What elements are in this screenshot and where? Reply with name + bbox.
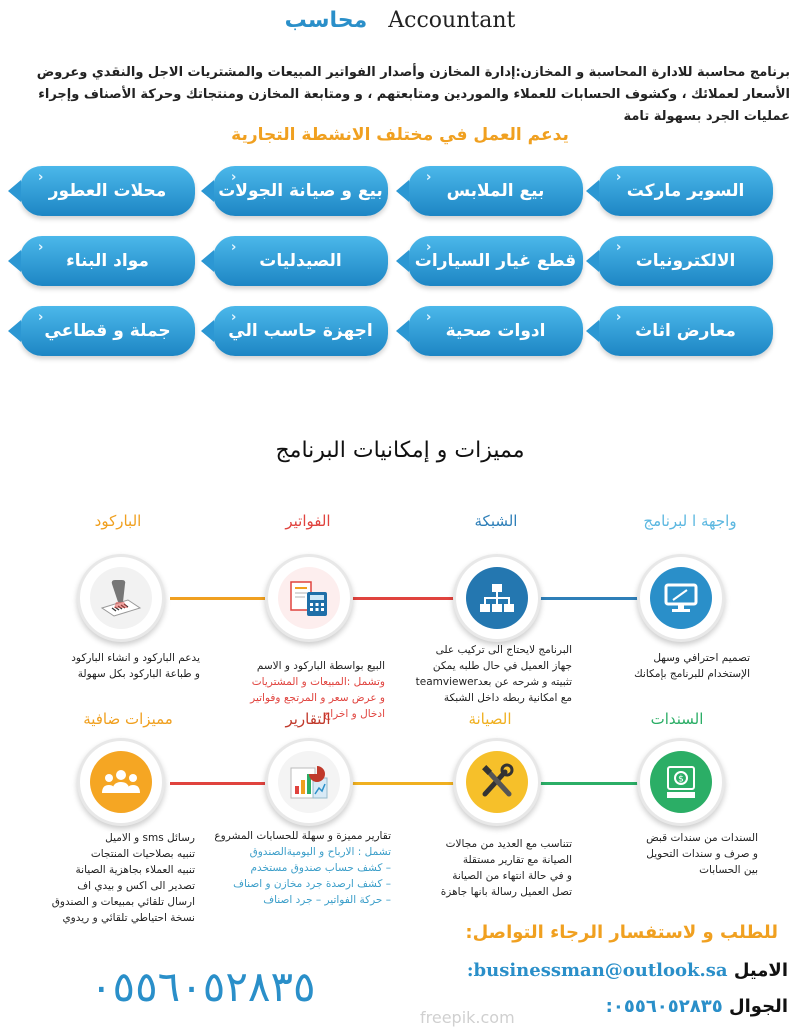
chevron-icon: ‹: [38, 170, 44, 185]
feature-title-extras: مميزات ضافية: [83, 710, 173, 728]
activity-tag: ‹ بيع و صيانة الجولات: [213, 166, 388, 216]
feature-circle: [265, 554, 353, 642]
feature-circle: [453, 554, 541, 642]
invoice-calculator-icon: [278, 567, 340, 629]
activity-tag: ‹ ادوات صحية: [408, 306, 583, 356]
feature-circle: [453, 738, 541, 826]
feature-desc: تتناسب مع العديد من مجالات الصيانة مع تقارير مستقلة و في حالة انتهاء من الصيانة تصل العميل رسالة بانها جاهزة: [440, 838, 572, 898]
chevron-icon: ‹: [231, 170, 237, 185]
email-link[interactable]: businessman@outlook.sa:: [466, 960, 728, 981]
feature-title-vouchers: السندات: [650, 710, 704, 728]
feature-desc: يدعم الباركود و انشاء الباركود و طباعة الباركود بكل سهولة: [71, 652, 200, 680]
chevron-icon: ‹: [426, 240, 432, 255]
barcode-scanner-icon: [90, 567, 152, 629]
chevron-icon: ‹: [38, 240, 44, 255]
connector-line: [350, 597, 455, 600]
connector-line: [540, 782, 640, 785]
activity-tag: ‹ الالكترونيات: [598, 236, 773, 286]
chevron-icon: ‹: [426, 310, 432, 325]
chevron-icon: ‹: [231, 240, 237, 255]
activity-tag: ‹ الصيدليات: [213, 236, 388, 286]
feature-desc: السندات من سندات قبض و صرف و سندات التحويل بين الحسابات: [646, 832, 758, 876]
activity-tag: ‹ بيع الملابس: [408, 166, 583, 216]
activity-tag: ‹ محلات العطور: [20, 166, 195, 216]
mobile-number[interactable]: ٠٥٥٦٠٥٢٨٣٥:: [605, 996, 723, 1017]
feature-title-invoices: الفواتير: [285, 512, 331, 530]
users-group-icon: [90, 751, 152, 813]
bill-pay-icon: [650, 751, 712, 813]
feature-desc: تقارير مميزة و سهلة للحسابات المشروع تشمل : الارباح و اليوميةالصندوق – كشف حساب صندوق مستخدم – كشف ارصدة جرد مخازن و اصناف – حركة الفواتير – جرد اصناف: [214, 830, 391, 906]
connector-line: [170, 782, 265, 785]
watermark: freepik.com: [420, 1008, 515, 1027]
maintenance-tools-icon: [466, 751, 528, 813]
features-title: مميزات و إمكانيات البرنامج: [275, 438, 525, 463]
activity-tag: ‹ مواد البناء: [20, 236, 195, 286]
title-english: Accountant: [388, 8, 516, 33]
feature-circle: [637, 554, 725, 642]
page-title: [0, 8, 800, 33]
chevron-icon: ‹: [616, 240, 622, 255]
connector-line: [170, 597, 265, 600]
svg-text:$: $: [678, 774, 684, 785]
connector-line: [540, 597, 640, 600]
feature-title-ui: واجهة ا لبرنامج: [643, 512, 737, 530]
intro-paragraph: برنامج محاسبة للادارة المحاسبة و المخازن:إدارة المخازن وأصدار الفواتير المبيعات والمشتريات الاجل والنقدي وعروض الأسعار لعملائك ، وكشوف الحسابات للعملاء والموردين ومتابعتهم ، و ومتابعة المخازن ومنتجاتك وحركة الأصناف وإجراء عمليات الجرد بسهولة تامة: [36, 65, 790, 124]
activity-tag: ‹ جملة و قطاعي: [20, 306, 195, 356]
activity-tag: ‹ السوبر ماركت: [598, 166, 773, 216]
contact-title: للطلب و لاستفسار الرجاء التواصل:: [465, 922, 778, 943]
feature-title-network: الشبكة: [474, 512, 518, 530]
mobile-label: الجوال: [729, 996, 788, 1017]
activity-tag: ‹ قطع غيار السيارات: [408, 236, 583, 286]
activity-tag: ‹ اجهزة حاسب الي: [213, 306, 388, 356]
mobile-row: [606, 996, 788, 1017]
feature-title-barcode: الباركود: [94, 512, 142, 530]
chevron-icon: ‹: [616, 170, 622, 185]
big-phone-number[interactable]: ٠٥٥٦٠٥٢٨٣٥: [90, 962, 316, 1011]
feature-circle: [77, 554, 165, 642]
reports-chart-icon: [278, 751, 340, 813]
network-icon: [466, 567, 528, 629]
activity-tag: ‹ معارض اثاث: [598, 306, 773, 356]
chevron-icon: ‹: [231, 310, 237, 325]
chevron-icon: ‹: [38, 310, 44, 325]
feature-desc: البيع بواسطة الباركود و الاسم وتشمل :المبيعات و المشتريات و عرض سعر و المرتجع وفواتير ادخال و اخراج: [250, 660, 385, 720]
title-arabic: محاسب: [284, 8, 368, 33]
feature-desc: البرنامج لايحتاج الى تركيب على جهاز العميل في حال طلبه يمكن تثبيته و شرحه عن بعدteamviewer مع امكانية ربطه داخل الشبكة: [415, 644, 572, 704]
feature-desc: تصميم احترافي وسهل الإستخدام للبرنامج بإمكانك: [634, 652, 750, 680]
feature-circle: [265, 738, 353, 826]
email-label: الاميل: [733, 960, 788, 981]
monitor-icon: [650, 567, 712, 629]
feature-title-maintenance: الصيانة: [468, 710, 512, 728]
feature-circle: [637, 738, 725, 826]
email-row: [467, 960, 788, 981]
feature-title-reports: التقارير: [285, 710, 331, 728]
activities-subtitle: يدعم العمل في مختلف الانشطة التجارية: [231, 125, 569, 145]
connector-line: [350, 782, 455, 785]
feature-desc: رسائل sms و الاميل تنبيه بصلاحيات المنتجات تنبيه العملاء بجاهزية الصيانة تصدير الى اكس و بيدي اف ارسال تلقائي بمبيعات و الصندوق نسخة احتياطي تلقائي و ريدوي: [51, 832, 195, 924]
feature-circle: [77, 738, 165, 826]
chevron-icon: ‹: [426, 170, 432, 185]
chevron-icon: ‹: [616, 310, 622, 325]
